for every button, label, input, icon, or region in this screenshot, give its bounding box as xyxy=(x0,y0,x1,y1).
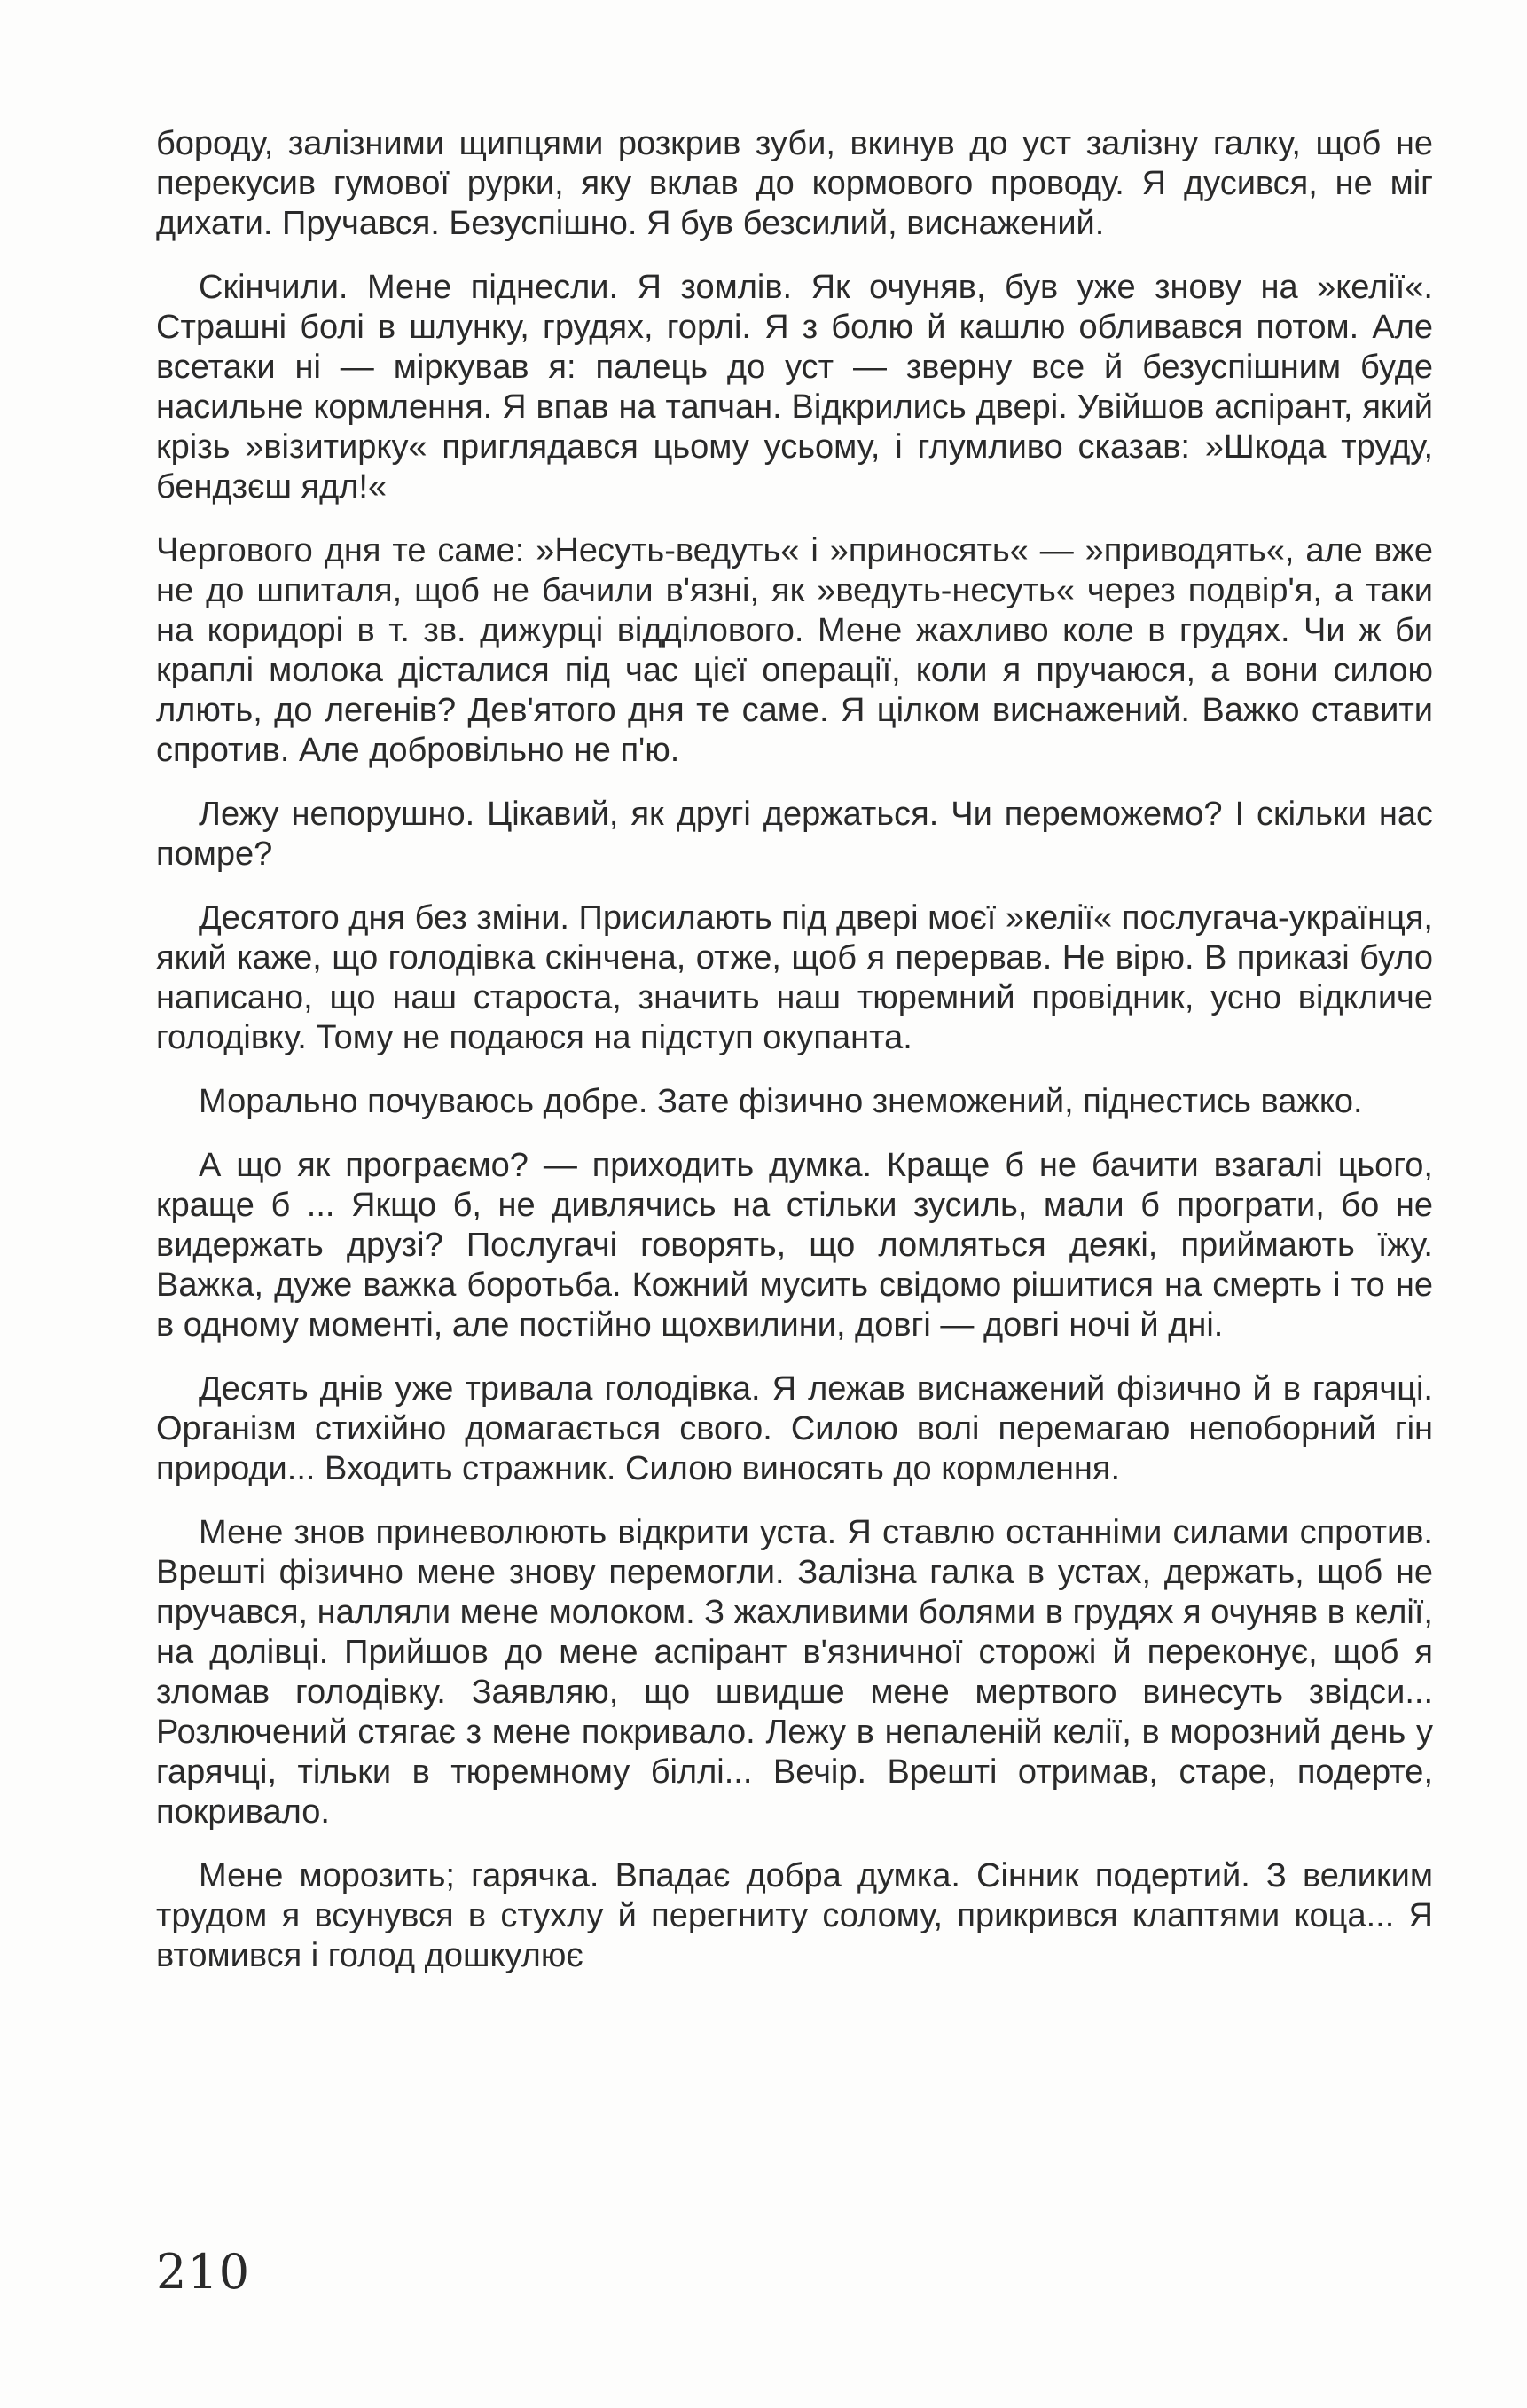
paragraph: Морально почуваюсь добре. Зате фізично знеможений, піднестись важко. xyxy=(199,1083,1363,1120)
paragraph: Десять днів уже тривала голодівка. Я лежав виснажений фізично й в гарячці. Організм стихійно домагається свого. Силою волі перемагаю непоборний гін природи... Входить стражник. Силою виносять до кормлення. xyxy=(156,1370,1433,1487)
paragraph: Скінчили. Мене піднесли. Я зомлів. Як очуняв, був уже знову на »келії«. Страшні болі в шлунку, грудях, горлі. Я з болю й кашлю обливався потом. Але всетаки ні — міркував я: палець до уст — зверну все й безуспішним буде насильне кормлення. Я впав на тапчан. Відкрились двері. Увійшов аспірант, який крізь »візитирку« приглядався цьому усьому, і глумливо сказав: »Шкода труду, бендзєш ядл!« xyxy=(156,269,1433,506)
paragraph: Чергового дня те саме: »Несуть-ведуть« і »приносять« — »приводять«, але вже не до шпиталя, щоб не бачили в'язні, як »ведуть-несуть« через подвір'я, а таки на коридорі в т. зв. дижурці відділового. Мене жахливо коле в грудях. Чи ж би краплі молока дісталися під час цієї операції, коли я пручаюся, а вони силою ллють, до легенів? Дев'ятого дня те саме. Я цілком виснажений. Важко ставити спротив. Але добровільно не п'ю. xyxy=(156,532,1433,769)
page-number: 210 xyxy=(156,2244,251,2300)
paragraph: Мене знов приневолюють відкрити уста. Я ставлю останніми силами спротив. Врешті фізично мене знову перемогли. Залізна галка в устах, держать, щоб не пручався, налляли мене молоком. З жахливими болями в грудях я очуняв в келії, на долівці. Прийшов до мене аспірант в'язничної сторожі й переконує, щоб я зломав голодівку. Заявляю, що швидше мене мертвого винесуть звідси... Розлючений стягає з мене покривало. Лежу в непаленій келії, в морозний день у гарячці, тільки в тюремному біллі... Вечір. Врешті отримав, старе, подерте, покривало. xyxy=(156,1514,1433,1831)
paragraph: Десятого дня без зміни. Присилають під двері моєї »келії« послугача-українця, який каже, що голодівка скінчена, отже, щоб я перервав. Не вірю. В приказі було написано, що наш староста, значить наш тюремний провідник, усно відкличе голодівку. Тому не подаюся на підступ окупанта. xyxy=(156,899,1433,1056)
paragraph: бороду, залізними щипцями розкрив зуби, вкинув до уст залізну галку, щоб не перекусив гумової рурки, яку вклав до кормового проводу. Я дусився, не міг дихати. Пручався. Безуспішно. Я був безсилий, виснажений. xyxy=(156,125,1433,242)
page-body-text xyxy=(156,124,1433,2000)
paragraph: Лежу непорушно. Цікавий, як другі держаться. Чи переможемо? І скільки нас помре? xyxy=(156,796,1433,873)
paragraph: Мене морозить; гарячка. Впадає добра думка. Сінник подертий. З великим трудом я всунувся в стухлу й перегниту солому, прикрився клаптями коца... Я втомився і голод дошкулює xyxy=(156,1857,1433,1974)
paragraph: А що як програємо? — приходить думка. Краще б не бачити взагалі цього, краще б ... Якщо б, не дивлячись на стільки зусиль, мали б програти, бо не видержать друзі? Послугачі говорять, що ломляться деякі, приймають їжу. Важка, дуже важка боротьба. Кожний мусить свідомо рішитися на смерть і то не в одному моменті, але постійно щохвилини, довгі — довгі ночі й дні. xyxy=(156,1147,1433,1344)
